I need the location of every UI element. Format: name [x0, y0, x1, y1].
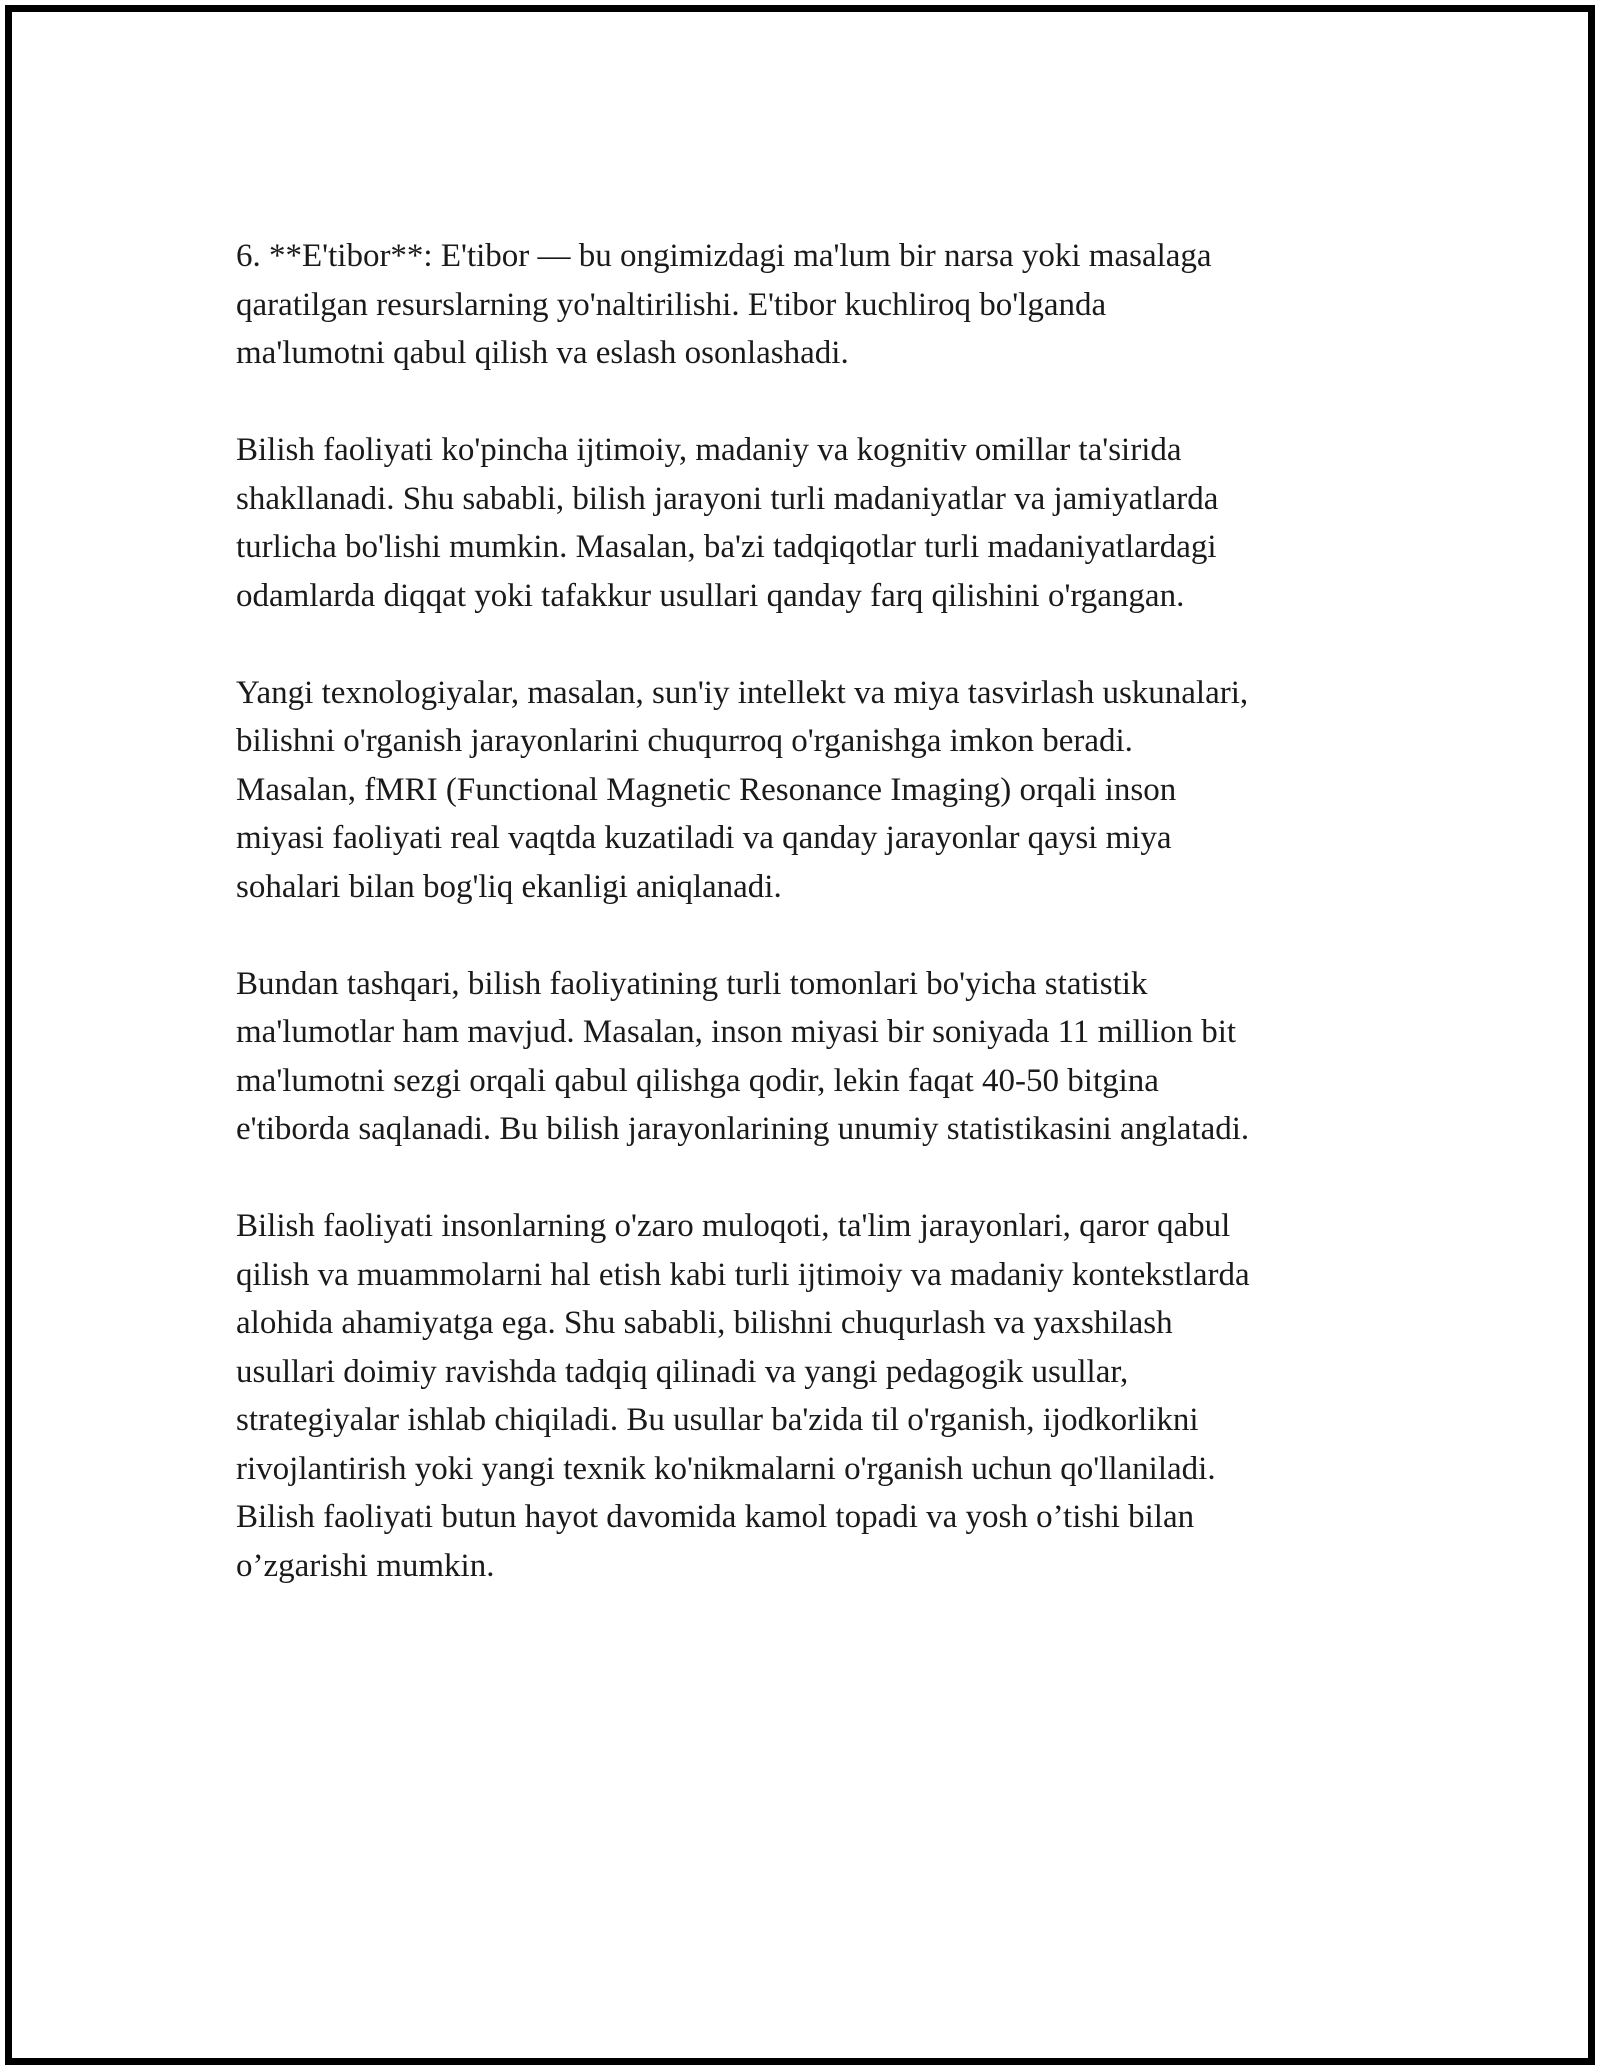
text-line: miyasi faoliyati real vaqtda kuzatiladi va qanday jarayonlar qaysi miya	[236, 820, 1172, 856]
text-line: qilish va muammolarni hal etish kabi turli ijtimoiy va madaniy kontekstlarda	[236, 1256, 1250, 1293]
text-line: rivojlantirish yoki yangi texnik ko'nikmalarni o'rganish uchun qo'llaniladi.	[236, 1450, 1216, 1487]
paragraph-social-contexts	[236, 1202, 1386, 1590]
text-line: Yangi texnologiyalar, masalan, sun'iy intellekt va miya tasvirlash uskunalari,	[236, 674, 1249, 711]
paragraph-technologies	[236, 669, 1386, 912]
text-line: Bilish faoliyati butun hayot davomida kamol topadi va yosh o’tishi bilan	[236, 1499, 1195, 1535]
document-body	[236, 232, 1386, 1639]
text-line: strategiyalar ishlab chiqiladi. Bu usullar ba'zida til o'rganish, ijodkorlikni	[236, 1402, 1199, 1438]
text-line: e'tiborda saqlanadi. Bu bilish jarayonlarining unumiy statistikasini anglatadi.	[236, 1111, 1250, 1147]
text-line: Masalan, fMRI (Functional Magnetic Resonance Imaging) orqali inson	[236, 771, 1177, 808]
paragraph-cultural-factors	[236, 426, 1386, 620]
text-line: sohalari bilan bog'liq ekanligi aniqlanadi.	[236, 868, 782, 905]
paragraph-attention	[236, 232, 1386, 378]
text-line: usullari doimiy ravishda tadqiq qilinadi va yangi pedagogik usullar,	[236, 1353, 1129, 1390]
text-line: turlicha bo'lishi mumkin. Masalan, ba'zi tadqiqotlar turli madaniyatlardagi	[236, 529, 1217, 565]
text-line: shakllanadi. Shu sababli, bilish jarayoni turli madaniyatlar va jamiyatlarda	[236, 480, 1219, 517]
text-line: o’zgarishi mumkin.	[236, 1547, 495, 1584]
text-line: odamlarda diqqat yoki tafakkur usullari qanday farq qilishini o'rgangan.	[236, 577, 1185, 614]
text-line: Bilish faoliyati insonlarning o'zaro muloqoti, ta'lim jarayonlari, qaror qabul	[236, 1208, 1231, 1244]
text-line: ma'lumotni sezgi orqali qabul qilishga qodir, lekin faqat 40-50 bitgina	[236, 1062, 1159, 1099]
text-line: bilishni o'rganish jarayonlarini chuqurroq o'rganishga imkon beradi.	[236, 723, 1133, 759]
paragraph-statistics	[236, 960, 1386, 1154]
text-line: ma'lumotni qabul qilish va eslash osonlashadi.	[236, 335, 849, 371]
text-line: Bilish faoliyati ko'pincha ijtimoiy, madaniy va kognitiv omillar ta'sirida	[236, 432, 1182, 468]
text-line: ma'lumotlar ham mavjud. Masalan, inson miyasi bir soniyada 11 million bit	[236, 1014, 1237, 1050]
text-line: 6. **E'tibor**: E'tibor — bu ongimizdagi ma'lum bir narsa yoki masalaga	[236, 238, 1212, 274]
text-line: alohida ahamiyatga ega. Shu sababli, bilishni chuqurlash va yaxshilash	[236, 1305, 1173, 1341]
text-line: Bundan tashqari, bilish faoliyatining turli tomonlari bo'yicha statistik	[236, 965, 1148, 1002]
text-line: qaratilgan resurslarning yo'naltirilishi. E'tibor kuchliroq bo'lganda	[236, 286, 1107, 323]
